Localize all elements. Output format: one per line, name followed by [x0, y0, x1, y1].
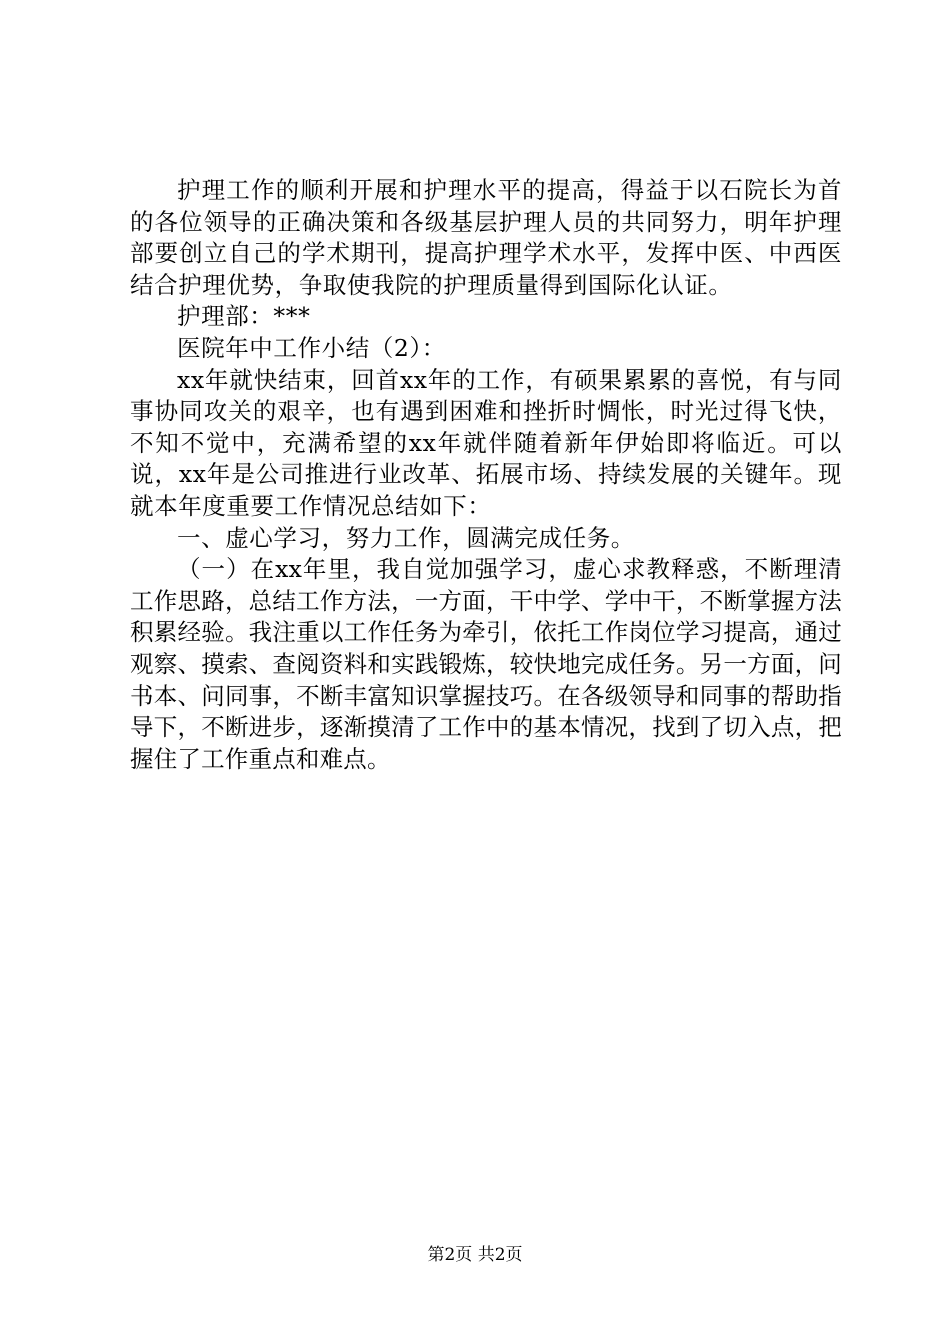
page-number-footer: 第2页 共2页 — [427, 1245, 523, 1265]
signature-nursing-dept: 护理部：*** — [177, 302, 311, 331]
heading-item-one: 一、虚心学习，努力工作，圆满完成任务。 — [177, 523, 635, 552]
paragraph-year-review: xx年就快结束，回首xx年的工作，有硕果累累的喜悦，有与同事协同攻关的艰辛，也有遇到困难和挫折时惆怅，时光过得飞快，不知不觉中，充满希望的xx年就伴随着新年伊始即将临近。可以说，xx年是公司推进行业改革、拓展市场、持续发展的关键年。现就本年度重要工作情况总结如下： — [130, 365, 842, 520]
document-body — [130, 175, 842, 775]
paragraph-study-work: （一）在xx年里，我自觉加强学习，虚心求教释惑，不断理清工作思路，总结工作方法，一方面，干中学、学中干，不断掌握方法积累经验。我注重以工作任务为牵引，依托工作岗位学习提高，通过观察、摸索、查阅资料和实践锻炼，较快地完成任务。另一方面，问书本、问同事，不断丰富知识掌握技巧。在各级领导和同事的帮助指导下，不断进步，逐渐摸清了工作中的基本情况，找到了切入点，把握住了工作重点和难点。 — [130, 555, 842, 773]
section-title-midyear-summary: 医院年中工作小结（2）： — [177, 333, 446, 362]
paragraph-nursing-summary: 护理工作的顺利开展和护理水平的提高，得益于以石院长为首的各位领导的正确决策和各级基层护理人员的共同努力，明年护理部要创立自己的学术期刊，提高护理学术水平，发挥中医、中西医结合护理优势，争取使我院的护理质量得到国际化认证。 — [130, 176, 842, 299]
